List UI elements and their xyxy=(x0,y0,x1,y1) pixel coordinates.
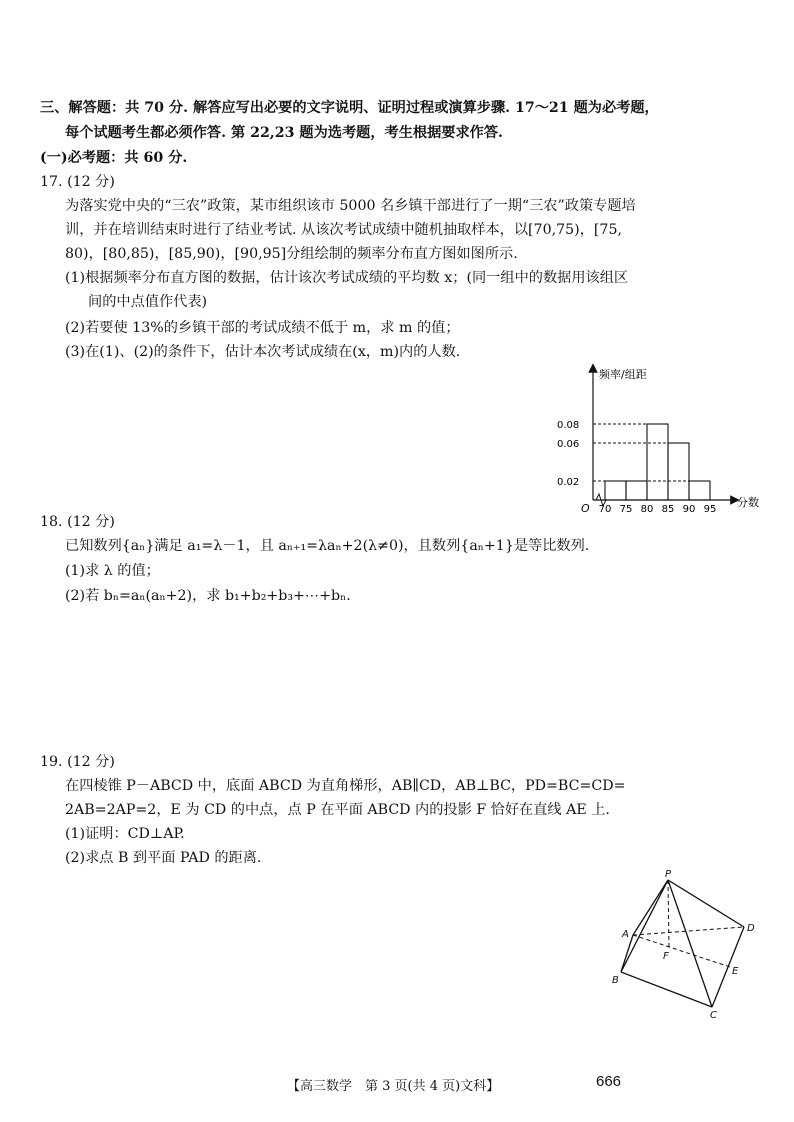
q17-body-line2: 训，并在培训结束时进行了结业考试. 从该次考试成绩中随机抽取样本，以[70,75)，[75, xyxy=(65,222,622,238)
y-tick-label: 0.06 xyxy=(557,439,580,450)
x-tick-label: 70 xyxy=(598,504,612,515)
q17-body-line1: 为落实党中央的“三农”政策，某市组织该市 5000 名乡镇干部进行了一期“三农”政策专题培 xyxy=(65,198,636,214)
histogram-bar xyxy=(605,481,626,500)
segment-AE-hidden xyxy=(633,935,730,967)
origin-label: O xyxy=(581,502,590,515)
edge-PD xyxy=(668,880,744,927)
x-tick-label: 95 xyxy=(703,504,717,515)
q18-number: 18. (12 分) xyxy=(40,514,115,530)
histogram-bar xyxy=(668,443,689,500)
q19-part2: (2)求点 B 到平面 PAD 的距离. xyxy=(65,850,262,866)
y-axis-label: 频率/组距 xyxy=(599,368,647,381)
vertex-label-D: D xyxy=(747,923,755,934)
vertex-label-P: P xyxy=(665,869,672,880)
q19-stem-line1: 在四棱锥 P－ABCD 中，底面 ABCD 为直角梯形，AB∥CD，AB⊥BC，PD=BC=CD= xyxy=(65,778,626,794)
pyramid-figure xyxy=(605,868,765,1018)
page-footer: 【高三数学 第 3 页(共 4 页)文科】 xyxy=(287,1079,500,1094)
segment-PF-hidden xyxy=(668,880,669,948)
x-tick-label: 85 xyxy=(661,504,675,515)
q17-part1-line1: (1)根据频率分布直方图的数据，估计该次考试成绩的平均数 x；(同一组中的数据用该组区 xyxy=(65,270,629,286)
histogram-bar xyxy=(689,481,710,500)
q17-part2: (2)若要使 13%的乡镇干部的考试成绩不低于 m，求 m 的值； xyxy=(65,320,460,336)
edge-CD xyxy=(712,927,744,1007)
q18-part1: (1)求 λ 的值； xyxy=(65,563,160,579)
edge-PB xyxy=(621,880,668,972)
edge-AB xyxy=(621,935,633,972)
histogram-bar xyxy=(626,481,647,500)
q18-stem: 已知数列{aₙ}满足 a₁=λ－1，且 aₙ₊₁=λaₙ+2(λ≠0)，且数列{aₙ+1}是等比数列. xyxy=(65,538,590,554)
x-tick-label: 80 xyxy=(640,504,654,515)
point-label-E: E xyxy=(732,966,739,977)
section-header-line1: 三、解答题：共 70 分. 解答应写出必要的文字说明、证明过程或演算步骤. 17～21 题为必考题， xyxy=(40,100,659,116)
x-tick-label: 75 xyxy=(619,504,633,515)
q19-stem-line2: 2AB=2AP=2，E 为 CD 的中点，点 P 在平面 ABCD 内的投影 F 恰好在直线 AE 上. xyxy=(65,802,610,818)
edge-PA xyxy=(633,880,668,935)
vertex-label-A: A xyxy=(622,929,629,940)
histogram-bar xyxy=(647,424,668,500)
q19-number: 19. (12 分) xyxy=(40,754,115,770)
y-tick-label: 0.08 xyxy=(557,420,580,431)
q18-part2: (2)若 bₙ=aₙ(aₙ+2)，求 b₁+b₂+b₃+⋯+bₙ. xyxy=(65,588,351,604)
section-header-line2: 每个试题考生都必须作答. 第 22,23 题为选考题，考生根据要求作答. xyxy=(65,125,503,141)
edge-AD-hidden xyxy=(633,927,744,935)
q17-number: 17. (12 分) xyxy=(40,174,115,190)
edge-BC xyxy=(621,972,712,1007)
vertex-label-B: B xyxy=(612,975,619,986)
vertex-label-C: C xyxy=(710,1010,717,1018)
section-subheader: (一)必考题：共 60 分. xyxy=(40,150,188,166)
x-tick-label: 90 xyxy=(682,504,696,515)
page-code: 666 xyxy=(596,1073,622,1090)
frequency-histogram xyxy=(545,360,775,520)
q19-part1: (1)证明：CD⊥AP. xyxy=(65,826,185,842)
point-label-F: F xyxy=(663,951,669,962)
q17-part3: (3)在(1)、(2)的条件下，估计本次考试成绩在(x，m)内的人数. xyxy=(65,344,461,360)
x-axis-label: 分数 xyxy=(737,496,759,509)
q17-part1-line2: 间的中点值作代表) xyxy=(88,294,208,310)
q17-body-line3: 80)，[80,85)，[85,90)，[90,95]分组绘制的频率分布直方图如图所示. xyxy=(65,246,518,262)
y-tick-label: 0.02 xyxy=(557,477,580,488)
edge-PC xyxy=(668,880,712,1007)
